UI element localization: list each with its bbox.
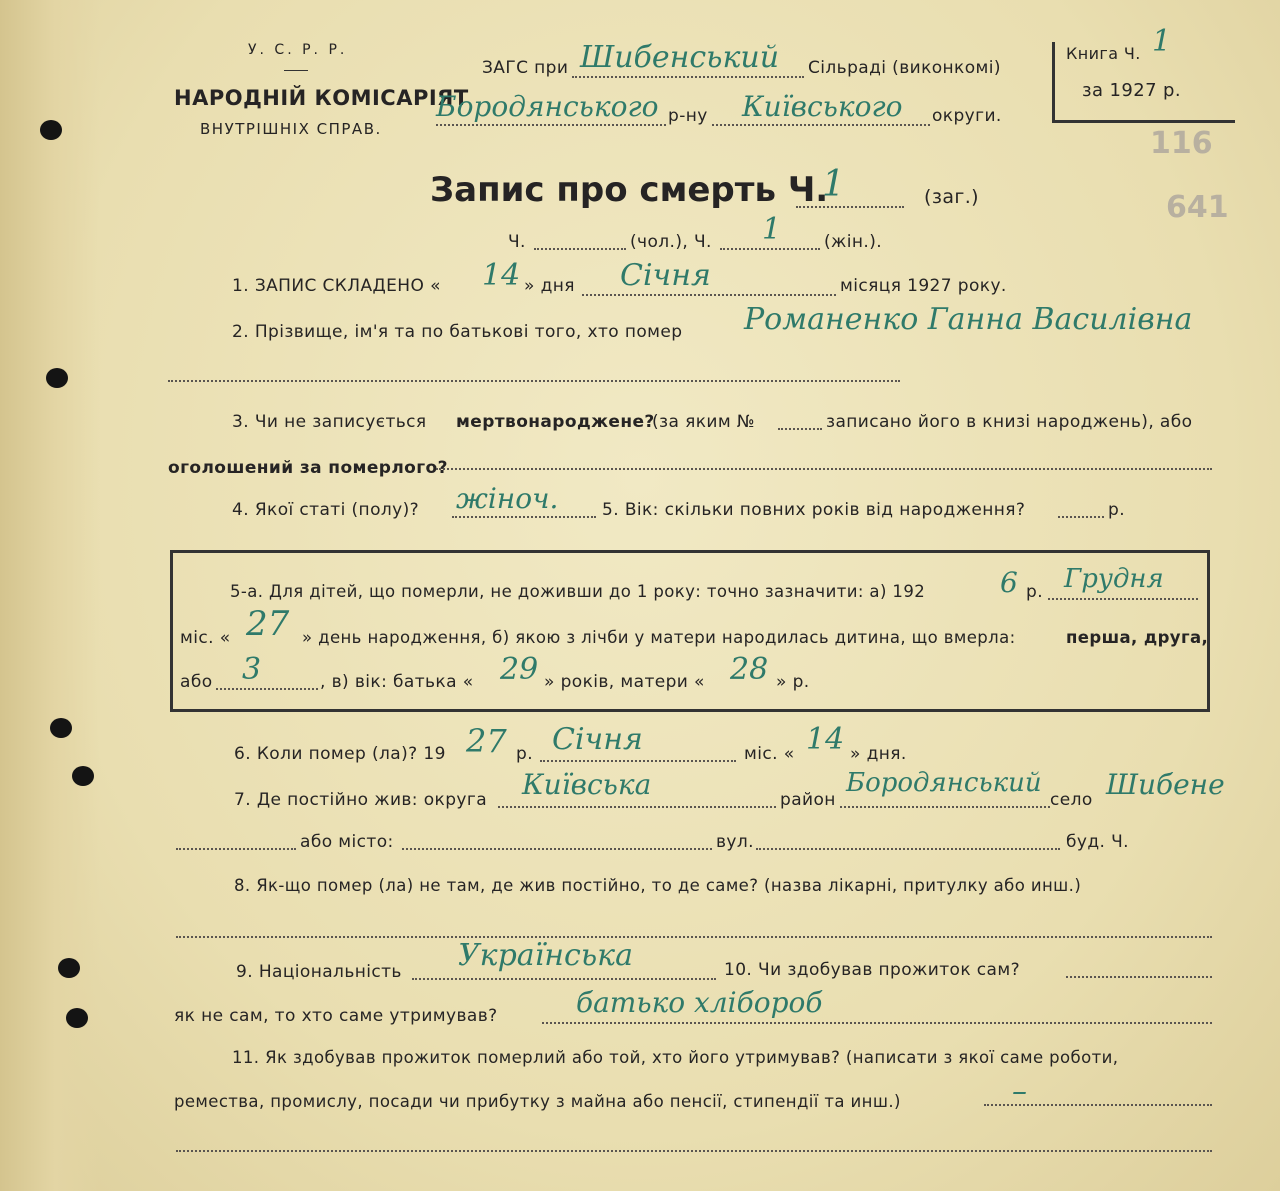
f8-label: 8. Як-що помер (ла) не там, де жив постійно, то де саме? (назва лікарні, притулку або инш.) <box>234 876 1082 895</box>
f5a-line3-b: » років, матери « <box>544 672 705 692</box>
book-year: за 1927 р. <box>1082 80 1182 101</box>
male-prefix: Ч. <box>508 232 526 252</box>
f6-dnia: » дня. <box>850 744 907 764</box>
zags-suffix: Сільраді (виконкомі) <box>808 58 1001 78</box>
f7-raion: район <box>780 790 836 810</box>
f7-misto-line <box>402 848 712 850</box>
raion-value: Бородянського <box>436 90 659 123</box>
f1-month-line <box>582 294 836 296</box>
f5a-abo: або <box>180 672 213 692</box>
zags-prefix: ЗАГС при <box>482 58 569 78</box>
f6-year: 27 <box>466 722 507 760</box>
f7-vul: вул. <box>716 832 754 852</box>
f5a-month-line <box>1048 598 1198 600</box>
f10-label: 10. Чи здобував прожиток сам? <box>724 960 1021 980</box>
okruha-suffix: округи. <box>932 106 1002 126</box>
binding-hole <box>46 368 68 388</box>
f9-value: Українська <box>458 938 633 973</box>
f5a-year-unit: р. <box>1026 582 1043 602</box>
f9-line <box>412 978 716 980</box>
f7-selo: село <box>1050 790 1093 810</box>
f5a-month: Грудня <box>1064 564 1164 594</box>
f1-day: 14 <box>482 258 521 293</box>
archive-pencil-mark: 641 <box>1166 190 1229 225</box>
f5a-mother-age: 28 <box>730 652 769 687</box>
f1-prefix: 1. ЗАПИС СКЛАДЕНО « <box>232 276 441 296</box>
female-number-line <box>720 248 820 250</box>
f5-label: 5. Вік: скільки повних років від народження? <box>602 500 1026 520</box>
department-label: ВНУТРІШНІХ СПРАВ. <box>200 120 382 138</box>
raion-suffix: р-ну <box>668 106 708 126</box>
f10-line2: як не сам, то хто саме утримував? <box>174 1006 498 1026</box>
f5a-year: 6 <box>1000 566 1018 599</box>
f4-label: 4. Якої статі (полу)? <box>232 500 420 520</box>
f7-okruha: Київська <box>522 768 652 801</box>
f9-label: 9. Національність <box>236 962 402 982</box>
f11-dash: – <box>1012 1074 1027 1109</box>
f5a-line2: » день народження, б) якою з лічби у матери народилась дитина, що вмерла: <box>302 628 1016 647</box>
f3-line1-d: записано його в книзі народжень), або <box>826 412 1193 432</box>
f6-mis: міс. « <box>744 744 795 764</box>
title-number-line <box>796 206 904 208</box>
f2-continuation-line <box>168 380 900 382</box>
f6-day: 14 <box>806 722 845 757</box>
f5a-line3-c: » р. <box>776 672 810 692</box>
f6-month: Січня <box>552 722 643 757</box>
okruha-line <box>712 124 930 126</box>
f1-mid: » дня <box>524 276 575 296</box>
f1-suffix: місяця 1927 року. <box>840 276 1007 296</box>
f6-month-line <box>540 760 736 762</box>
f3-line1-c: (за яким № <box>652 412 755 432</box>
header-divider <box>284 70 308 71</box>
f6-r: р. <box>516 744 533 764</box>
f3-line2-dots <box>436 468 1212 470</box>
f7-misto-lead-line <box>176 848 296 850</box>
f5a-father-age: 29 <box>500 652 539 687</box>
f3-line1-a: 3. Чи не записується <box>232 412 427 432</box>
f5-unit: р. <box>1108 500 1125 520</box>
f7-selo-value: Шибене <box>1106 768 1225 801</box>
f10-value: батько хлібороб <box>576 986 823 1019</box>
male-number-line <box>534 248 626 250</box>
title-general: (заг.) <box>924 186 979 208</box>
f2-label: 2. Прізвище, ім'я та по батькові того, хто помер <box>232 322 683 342</box>
female-number: 1 <box>762 212 782 247</box>
f7-abo-misto: або місто: <box>300 832 394 852</box>
binding-hole <box>66 1008 88 1028</box>
f7-bud: буд. Ч. <box>1066 832 1129 852</box>
f3-line1-b: мертвонароджене? <box>456 412 655 432</box>
f3-number-line <box>778 428 822 430</box>
f5a-mis: міс. « <box>180 628 231 648</box>
zags-village-line <box>572 76 804 78</box>
f8-line <box>176 936 1212 938</box>
f5-line <box>1058 516 1104 518</box>
f4-value: жіноч. <box>456 482 559 515</box>
male-label: (чол.), Ч. <box>630 232 712 252</box>
f11-line1: 11. Як здобував прожиток померлий або той, хто його утримував? (написати з якої саме роботи, <box>232 1048 1119 1067</box>
f7-label: 7. Де постійно жив: округа <box>234 790 488 810</box>
f7-okruha-line <box>498 806 776 808</box>
f1-month: Січня <box>620 258 711 293</box>
okruha-value: Київського <box>742 90 903 123</box>
f7-vul-line <box>756 848 1060 850</box>
archive-pencil-mark: 116 <box>1150 126 1213 161</box>
binding-hole <box>40 120 62 140</box>
binding-hole <box>50 718 72 738</box>
f5a-line2-bold: перша, друга, <box>1066 628 1209 647</box>
f7-raion-value: Бородянський <box>846 768 1042 798</box>
f5a-line1: 5-а. Для дітей, що померли, не доживши до 1 року: точно зазначити: а) 192 <box>230 582 926 601</box>
f3-line2: оголошений за померлого? <box>168 458 448 478</box>
female-label: (жін.). <box>824 232 883 252</box>
f2-name: Романенко Ганна Василівна <box>744 302 1193 337</box>
f10-value-line <box>542 1022 1212 1024</box>
title-number: 1 <box>822 164 845 205</box>
f11-line2: ремества, промислу, посади чи прибутку з майна або пенсії, стипендії та инш.) <box>174 1092 901 1111</box>
raion-line <box>436 124 666 126</box>
f5a-order: 3 <box>242 652 262 687</box>
book-number: 1 <box>1152 24 1172 59</box>
f4-line <box>452 516 596 518</box>
f11-last-line <box>176 1150 1212 1152</box>
commissariat-label: НАРОДНІЙ КОМІСАРІЯТ <box>174 86 469 110</box>
f5a-line3: , в) вік: батька « <box>320 672 474 692</box>
republic-label: У. С. Р. Р. <box>248 42 348 58</box>
f5a-day: 27 <box>246 604 290 644</box>
f5a-order-line <box>216 688 318 690</box>
f6-label: 6. Коли помер (ла)? 19 <box>234 744 446 764</box>
book-label: Книга Ч. <box>1066 44 1141 63</box>
binding-hole <box>58 958 80 978</box>
page-title: Запис про смерть Ч. <box>430 170 829 210</box>
zags-village-value: Шибенський <box>580 40 780 75</box>
binding-hole <box>72 766 94 786</box>
f7-raion-line <box>840 806 1050 808</box>
f10-line <box>1066 976 1212 978</box>
